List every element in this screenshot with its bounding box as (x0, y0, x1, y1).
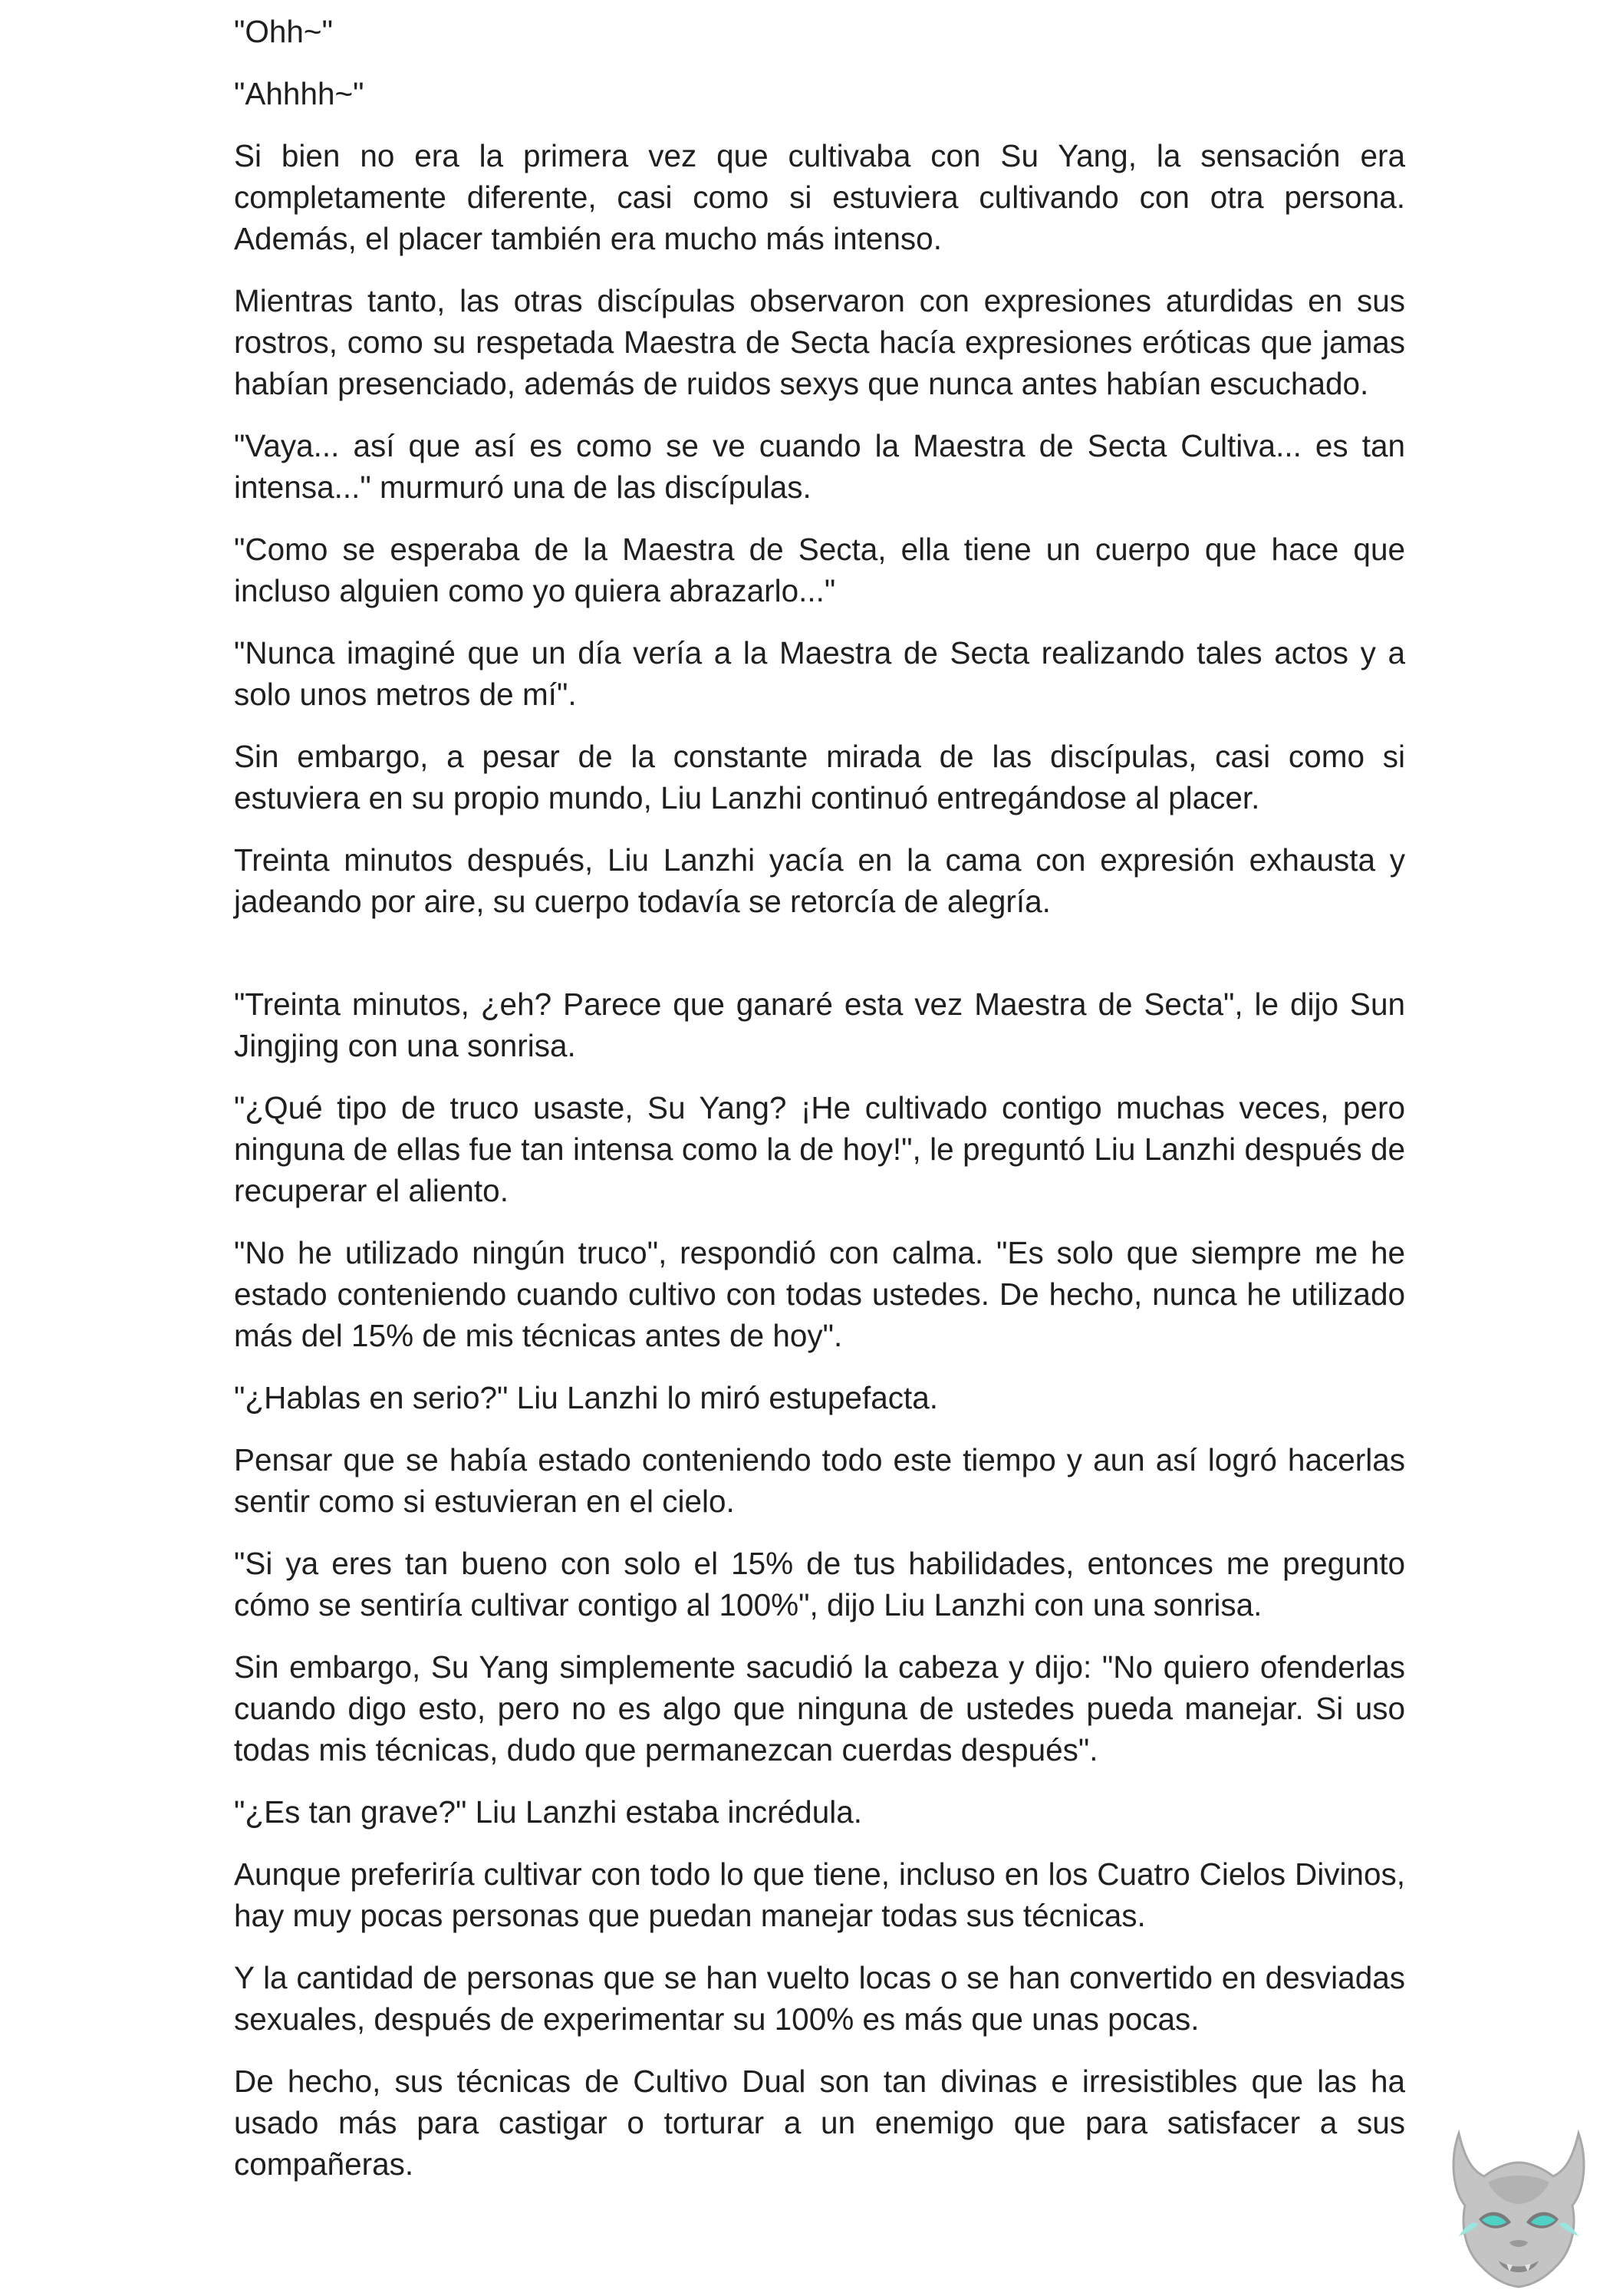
paragraph-sun-jingjing: "Treinta minutos, ¿eh? Parece que ganaré esta vez Maestra de Secta", le dijo Sun Jingjing con una sonrisa. (234, 987, 1405, 1063)
paragraph-sacudio-cabeza: Sin embargo, Su Yang simplemente sacudió la cabeza y dijo: "No quiero ofenderlas cuando digo esto, pero no es algo que ninguna de ustedes pueda manejar. Si uso todas mis técnicas, dudo que permanezcan cuerdas después". (234, 1649, 1405, 1767)
paragraph-que-truco: "¿Qué tipo de truco usaste, Su Yang? ¡He cultivado contigo muchas veces, pero ninguna de ellas fue tan intensa como la de hoy!", le preguntó Liu Lanzhi después de recuperar el aliento. (234, 1090, 1405, 1208)
paragraph-quince-por-ciento: "Si ya eres tan bueno con solo el 15% de tus habilidades, entonces me pregunto cómo se sentiría cultivar contigo al 100%", dijo Liu Lanzhi con una sonrisa. (234, 1546, 1405, 1622)
paragraph-personas-locas: Y la cantidad de personas que se han vuelto locas o se han convertido en desviadas sexuales, después de experimentar su 100% es más que unas pocas. (234, 1960, 1405, 2037)
paragraph-disciples-watch: Mientras tanto, las otras discípulas observaron con expresiones aturdidas en sus rostros, como su respetada Maestra de Secta hacía expresiones eróticas que jamas habían presenciado, además de ruidos sexys que nunca antes habían escuchado. (234, 283, 1405, 401)
paragraph-vaya: "Vaya... así que así es como se ve cuando la Maestra de Secta Cultiva... es tan intensa..." murmuró una de las discípulas. (234, 428, 1405, 505)
paragraph-moan-ohh: "Ohh~" (234, 14, 333, 49)
paragraph-hablas-en-serio: "¿Hablas en serio?" Liu Lanzhi lo miró estupefacta. (234, 1380, 938, 1415)
text-column (234, 11, 1405, 2205)
paragraph-nunca-imagine: "Nunca imaginé que un día vería a la Maestra de Secta realizando tales actos y a solo unos metros de mí". (234, 635, 1405, 712)
demon-head-logo-icon (1442, 2129, 1595, 2290)
paragraph-cultivo-dual: De hecho, sus técnicas de Cultivo Dual son tan divinas e irresistibles que las ha usado más para castigar o torturar a un enemigo que para satisfacer a sus compañeras. (234, 2064, 1405, 2182)
paragraph-treinta-minutos-despues: Treinta minutos después, Liu Lanzhi yacía en la cama con expresión exhausta y jadeando por aire, su cuerpo todavía se retorcía de alegría. (234, 842, 1405, 919)
paragraph-ningun-truco: "No he utilizado ningún truco", respondió con calma. "Es solo que siempre me he estado conteniendo cuando cultivo con todas ustedes. De hecho, nunca he utilizado más del 15% de mis técnicas antes de hoy". (234, 1235, 1405, 1353)
paragraph-sensation: Si bien no era la primera vez que cultivaba con Su Yang, la sensación era completamente diferente, casi como si estuviera cultivando con otra persona. Además, el placer también era mucho más intenso. (234, 138, 1405, 256)
paragraph-moan-ahhhh: "Ahhhh~" (234, 76, 364, 111)
paragraph-cuatro-cielos: Aunque preferiría cultivar con todo lo que tiene, incluso en los Cuatro Cielos Divinos, hay muy pocas personas que puedan manejar todas sus técnicas. (234, 1856, 1405, 1933)
paragraph-pensar: Pensar que se había estado conteniendo todo este tiempo y aun así logró hacerlas sentir como si estuvieran en el cielo. (234, 1442, 1405, 1519)
watermark-svg (1442, 2129, 1595, 2290)
paragraph-es-tan-grave: "¿Es tan grave?" Liu Lanzhi estaba incrédula. (234, 1794, 862, 1830)
paragraph-sin-embargo-mirada: Sin embargo, a pesar de la constante mirada de las discípulas, casi como si estuviera en su propio mundo, Liu Lanzhi continuó entregándose al placer. (234, 739, 1405, 815)
paragraph-como-se-esperaba: "Como se esperaba de la Maestra de Secta, ella tiene un cuerpo que hace que incluso alguien como yo quiera abrazarlo..." (234, 532, 1405, 608)
demon-face (1453, 2133, 1584, 2287)
